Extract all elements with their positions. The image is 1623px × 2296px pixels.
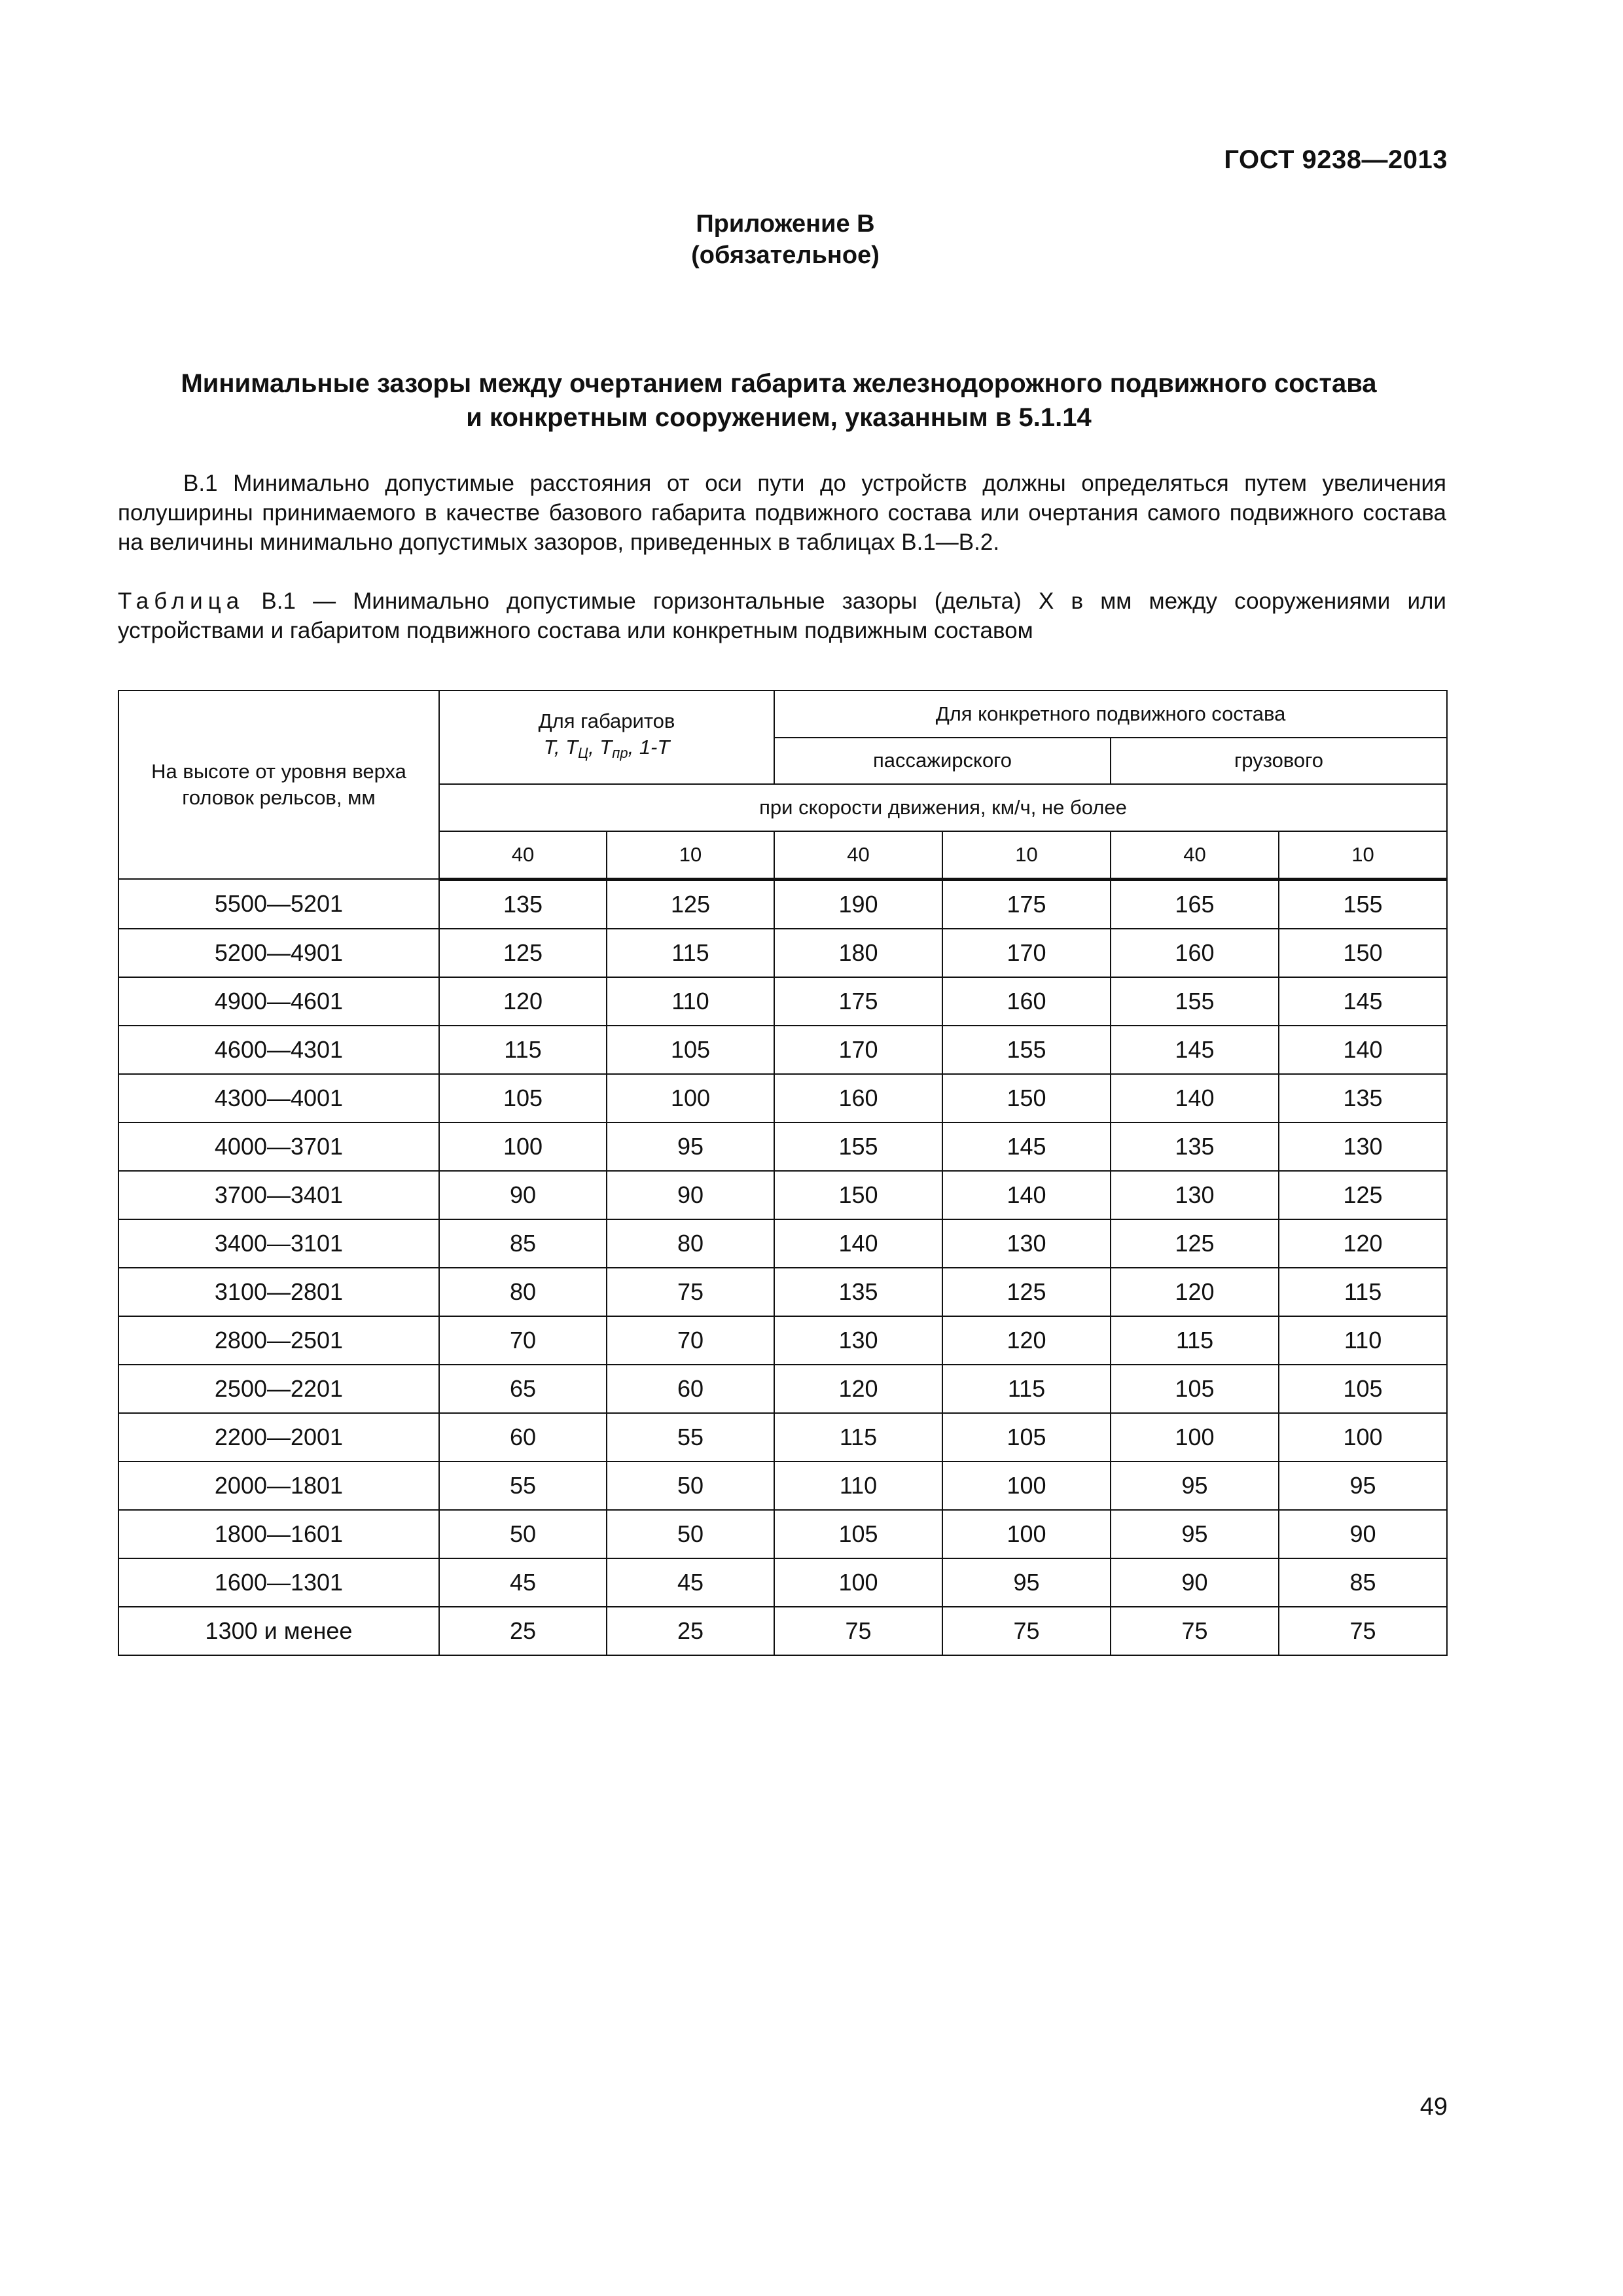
clearance-value-cell: 75: [607, 1268, 774, 1316]
clearance-value-cell: 80: [607, 1219, 774, 1268]
table-body: [118, 879, 1447, 1655]
clearance-value-cell: 105: [1111, 1365, 1279, 1413]
clearance-value-cell: 160: [942, 977, 1111, 1026]
height-range-cell: 5200—4901: [118, 929, 439, 977]
table-row: [118, 977, 1447, 1026]
table-row: [118, 1462, 1447, 1510]
clearance-value-cell: 115: [942, 1365, 1111, 1413]
header-concrete: Для конкретного подвижного состава: [774, 691, 1447, 738]
page-number: 49: [1419, 2093, 1448, 2121]
row-header-cell: [118, 691, 439, 879]
clearance-value-cell: 130: [774, 1316, 942, 1365]
gabarit-tc-sub: Ц: [578, 745, 589, 762]
clearance-value-cell: 130: [942, 1219, 1111, 1268]
clearance-value-cell: 115: [1279, 1268, 1447, 1316]
header-freight: грузового: [1111, 738, 1447, 785]
clearance-value-cell: 150: [774, 1171, 942, 1219]
gabarit-tc: Т: [565, 736, 579, 759]
clearance-value-cell: 135: [1111, 1122, 1279, 1171]
clearance-value-cell: 160: [1111, 929, 1279, 977]
clearance-value-cell: 70: [607, 1316, 774, 1365]
clearance-value-cell: 110: [774, 1462, 942, 1510]
gabarit-1t: 1-Т: [639, 736, 670, 759]
height-range-cell: 1600—1301: [118, 1558, 439, 1607]
height-range-cell: 2800—2501: [118, 1316, 439, 1365]
clearance-value-cell: 135: [1279, 1074, 1447, 1122]
table-row: [118, 1607, 1447, 1655]
clearance-value-cell: 115: [1111, 1316, 1279, 1365]
height-range-cell: 4600—4301: [118, 1026, 439, 1074]
clearance-value-cell: 55: [439, 1462, 607, 1510]
height-range-cell: 2500—2201: [118, 1365, 439, 1413]
table-header: [118, 691, 1447, 879]
clearance-value-cell: 45: [607, 1558, 774, 1607]
table-row: [118, 1413, 1447, 1462]
clearance-value-cell: 125: [439, 929, 607, 977]
paragraph-b1: [118, 469, 1446, 557]
header-gabarity-label: Для габаритов: [538, 709, 675, 733]
clearance-value-cell: 140: [774, 1219, 942, 1268]
clearance-value-cell: 135: [439, 879, 607, 929]
clearance-value-cell: 115: [607, 929, 774, 977]
clearance-value-cell: 120: [942, 1316, 1111, 1365]
clearance-value-cell: 105: [439, 1074, 607, 1122]
height-range-cell: 3700—3401: [118, 1171, 439, 1219]
clearance-value-cell: 60: [439, 1413, 607, 1462]
height-range-cell: 3100—2801: [118, 1268, 439, 1316]
clearance-value-cell: 140: [942, 1171, 1111, 1219]
appendix-title: Приложение В: [696, 210, 875, 238]
clearance-value-cell: 180: [774, 929, 942, 977]
clearance-table-wrapper: [118, 690, 1446, 1656]
clearance-value-cell: 75: [1111, 1607, 1279, 1655]
clearance-value-cell: 175: [774, 977, 942, 1026]
section-title-line-1: Минимальные зазоры между очертанием габарита железнодорожного подвижного состава: [181, 369, 1377, 398]
table-row: [118, 1510, 1447, 1558]
clearance-value-cell: 55: [607, 1413, 774, 1462]
table-row: [118, 1365, 1447, 1413]
table-caption: [118, 586, 1446, 645]
height-range-cell: 4300—4001: [118, 1074, 439, 1122]
clearance-value-cell: 140: [1279, 1026, 1447, 1074]
header-speed: при скорости движения, км/ч, не более: [439, 784, 1447, 831]
clearance-value-cell: 95: [1279, 1462, 1447, 1510]
section-title-line-2: и конкретным сооружением, указанным в 5.1.14: [466, 403, 1092, 432]
clearance-value-cell: 105: [607, 1026, 774, 1074]
clearance-value-cell: 130: [1279, 1122, 1447, 1171]
clearance-value-cell: 170: [942, 929, 1111, 977]
table-row: [118, 879, 1447, 929]
height-range-cell: 1800—1601: [118, 1510, 439, 1558]
clearance-value-cell: 120: [439, 977, 607, 1026]
clearance-value-cell: 125: [607, 879, 774, 929]
table-row: [118, 929, 1447, 977]
clearance-value-cell: 150: [942, 1074, 1111, 1122]
header-gabarity: [439, 691, 774, 784]
clearance-value-cell: 70: [439, 1316, 607, 1365]
clearance-value-cell: 120: [774, 1365, 942, 1413]
clearance-value-cell: 125: [1111, 1219, 1279, 1268]
table-row: [118, 1558, 1447, 1607]
clearance-value-cell: 95: [607, 1122, 774, 1171]
clearance-value-cell: 75: [1279, 1607, 1447, 1655]
clearance-value-cell: 160: [774, 1074, 942, 1122]
height-range-cell: 3400—3101: [118, 1219, 439, 1268]
gabarit-tpr-sub: пр: [612, 745, 628, 762]
clearance-value-cell: 90: [1279, 1510, 1447, 1558]
clearance-value-cell: 90: [439, 1171, 607, 1219]
clearance-value-cell: 50: [439, 1510, 607, 1558]
gabarit-tpr: Т: [599, 736, 613, 759]
table-caption-label: Таблица: [118, 588, 245, 614]
clearance-value-cell: 165: [1111, 879, 1279, 929]
clearance-value-cell: 25: [439, 1607, 607, 1655]
document-header-standard: ГОСТ 9238—2013: [1224, 145, 1448, 174]
height-range-cell: 5500—5201: [118, 879, 439, 929]
table-row: [118, 1268, 1447, 1316]
clearance-value-cell: 150: [1279, 929, 1447, 977]
clearance-value-cell: 120: [1111, 1268, 1279, 1316]
clearance-value-cell: 50: [607, 1462, 774, 1510]
clearance-value-cell: 90: [1111, 1558, 1279, 1607]
clearance-value-cell: 155: [942, 1026, 1111, 1074]
clearance-value-cell: 105: [774, 1510, 942, 1558]
clearance-value-cell: 110: [607, 977, 774, 1026]
header-speed-value: 10: [1279, 831, 1447, 879]
table-caption-text: В.1 — Минимально допустимые горизонтальные зазоры (дельта) X в мм между сооружениями или устройствами и габаритом подвижного состава или конкретным подвижным составом: [118, 588, 1446, 643]
appendix-status: (обязательное): [691, 242, 880, 269]
clearance-value-cell: 100: [607, 1074, 774, 1122]
paragraph-b1-text: В.1 Минимально допустимые расстояния от оси пути до устройств должны определяться путем увеличения полуширины принимаемого в качестве базового габарита подвижного состава или очертания самого подвижного состава на величины минимально допустимых зазоров, приведенных в таблицах В.1—В.2.: [118, 471, 1446, 555]
header-speed-value: 40: [439, 831, 607, 879]
table-row: [118, 1171, 1447, 1219]
clearance-value-cell: 155: [774, 1122, 942, 1171]
clearance-value-cell: 90: [607, 1171, 774, 1219]
clearance-value-cell: 100: [1111, 1413, 1279, 1462]
clearance-value-cell: 50: [607, 1510, 774, 1558]
clearance-value-cell: 145: [1111, 1026, 1279, 1074]
header-speed-value: 40: [1111, 831, 1279, 879]
clearance-value-cell: 145: [1279, 977, 1447, 1026]
clearance-value-cell: 85: [1279, 1558, 1447, 1607]
clearance-value-cell: 65: [439, 1365, 607, 1413]
gabarit-t: Т: [543, 736, 554, 759]
table-row: [118, 1122, 1447, 1171]
clearance-value-cell: 170: [774, 1026, 942, 1074]
height-range-cell: 4000—3701: [118, 1122, 439, 1171]
clearance-value-cell: 80: [439, 1268, 607, 1316]
clearance-value-cell: 100: [439, 1122, 607, 1171]
header-speed-value: 10: [607, 831, 774, 879]
height-range-cell: 2000—1801: [118, 1462, 439, 1510]
table-row: [118, 1074, 1447, 1122]
clearance-value-cell: 175: [942, 879, 1111, 929]
clearance-value-cell: 100: [942, 1510, 1111, 1558]
clearance-value-cell: 100: [774, 1558, 942, 1607]
clearance-value-cell: 120: [1279, 1219, 1447, 1268]
clearance-value-cell: 75: [942, 1607, 1111, 1655]
clearance-value-cell: 95: [942, 1558, 1111, 1607]
clearance-value-cell: 45: [439, 1558, 607, 1607]
appendix-heading: [0, 208, 1571, 271]
clearance-value-cell: 25: [607, 1607, 774, 1655]
clearance-value-cell: 130: [1111, 1171, 1279, 1219]
clearance-value-cell: 155: [1111, 977, 1279, 1026]
table-row: [118, 1219, 1447, 1268]
clearance-value-cell: 105: [1279, 1365, 1447, 1413]
clearance-value-cell: 135: [774, 1268, 942, 1316]
header-speed-value: 10: [942, 831, 1111, 879]
table-row: [118, 1026, 1447, 1074]
clearance-value-cell: 75: [774, 1607, 942, 1655]
height-range-cell: 1300 и менее: [118, 1607, 439, 1655]
table-row: [118, 1316, 1447, 1365]
clearance-value-cell: 100: [1279, 1413, 1447, 1462]
header-passenger: пассажирского: [774, 738, 1111, 785]
clearance-value-cell: 100: [942, 1462, 1111, 1510]
clearance-value-cell: 60: [607, 1365, 774, 1413]
row-header-text: На высоте от уровня верха головок рельсов, мм: [151, 760, 406, 809]
clearance-value-cell: 190: [774, 879, 942, 929]
clearance-value-cell: 115: [774, 1413, 942, 1462]
height-range-cell: 4900—4601: [118, 977, 439, 1026]
header-gabarity-list: Т, $Т_Ц$, $Т_{пр}$, 1-Т: [543, 736, 670, 762]
clearance-value-cell: 125: [1279, 1171, 1447, 1219]
clearance-value-cell: 105: [942, 1413, 1111, 1462]
height-range-cell: 2200—2001: [118, 1413, 439, 1462]
clearance-value-cell: 95: [1111, 1510, 1279, 1558]
clearance-value-cell: 145: [942, 1122, 1111, 1171]
clearance-value-cell: 95: [1111, 1462, 1279, 1510]
clearance-value-cell: 140: [1111, 1074, 1279, 1122]
clearance-value-cell: 115: [439, 1026, 607, 1074]
section-title: [0, 367, 1558, 435]
clearance-value-cell: 110: [1279, 1316, 1447, 1365]
header-speed-value: 40: [774, 831, 942, 879]
clearance-value-cell: 155: [1279, 879, 1447, 929]
clearance-value-cell: 125: [942, 1268, 1111, 1316]
clearance-value-cell: 85: [439, 1219, 607, 1268]
clearance-table: [118, 690, 1448, 1656]
